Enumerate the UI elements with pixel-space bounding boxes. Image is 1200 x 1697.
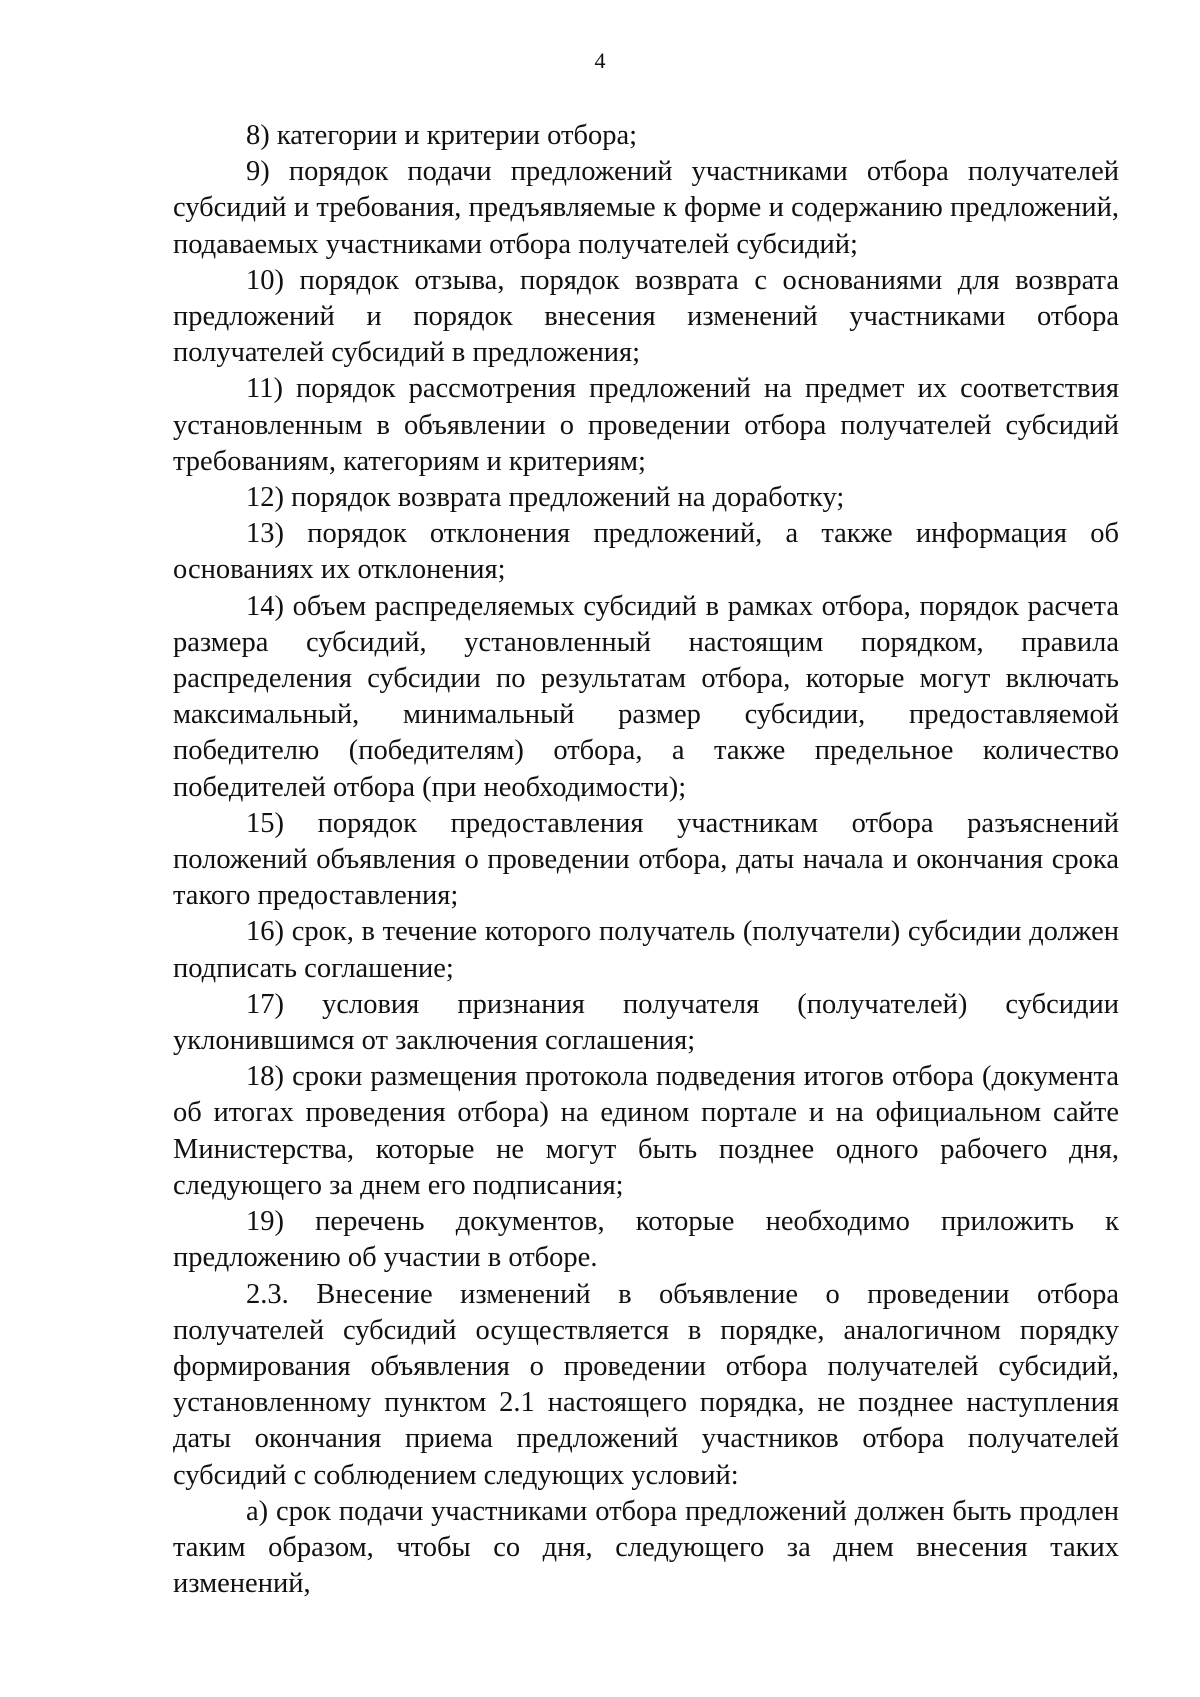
list-item-15: 15) порядок предоставления участникам отбора разъяснений положений объявления о проведении отбора, даты начала и окончания срока такого предоставления; (173, 807, 1119, 912)
list-item-18: 18) сроки размещения протокола подведения итогов отбора (документа об итогах проведения отбора) на едином портале и на официальном сайте Министерства, которые не могут быть позднее одного рабочего дня, следующего за днем его подписания; (173, 1061, 1119, 1201)
list-item-16: 16) срок, в течение которого получатель (получатели) субсидии должен подписать соглашение; (173, 916, 1119, 984)
list-item-14: 14) объем распределяемых субсидий в рамках отбора, порядок расчета размера субсидий, установленный настоящим порядком, правила распределения субсидии по результатам отбора, которые могут включать максимальный, минимальный размер субсидии, предоставляемой победителю (победителям) отбора, а также предельное количество победителей отбора (при необходимости); (173, 590, 1119, 803)
list-item-17: 17) условия признания получателя (получателей) субсидии уклонившимся от заключения соглашения; (173, 988, 1119, 1057)
list-item-8: 8) категории и критерии отбора; (246, 120, 638, 151)
page-number: 4 (594, 48, 606, 73)
list-item-13: 13) порядок отклонения предложений, а также информация об основаниях их отклонения; (173, 518, 1119, 586)
subitem-a-paragraph: а) срок подачи участниками отбора предложений должен быть продлен таким образом, чтобы со дня, следующего за днем внесения таких изменений, (173, 1495, 1119, 1600)
list-item-10: 10) порядок отзыва, порядок возврата с основаниями для возврата предложений и порядок внесения изменений участниками отбора получателей субсидий в предложения; (173, 264, 1119, 369)
list-item-19: 19) перечень документов, которые необходимо приложить к предложению об участии в отборе. (173, 1206, 1119, 1274)
list-item-12: 12) порядок возврата предложений на доработку; (246, 482, 845, 514)
document-body (173, 118, 1119, 1602)
list-item-9: 9) порядок подачи предложений участниками отбора получателей субсидий и требования, предъявляемые к форме и содержанию предложений, подаваемых участниками отбора получателей субсидий; (173, 156, 1119, 260)
section-2-3-paragraph: 2.3. Внесение изменений в объявление о проведении отбора получателей субсидий осуществляется в порядке, аналогичном порядку формирования объявления о проведении отбора получателей субсидий, установленному пунктом 2.1 настоящего порядка, не позднее наступления даты окончания приема предложений участников отбора получателей субсидий с соблюдением следующих условий: (173, 1278, 1119, 1491)
list-item-11: 11) порядок рассмотрения предложений на предмет их соответствия установленным в объявлении о проведении отбора получателей субсидий требованиям, категориям и критериям; (173, 373, 1119, 477)
